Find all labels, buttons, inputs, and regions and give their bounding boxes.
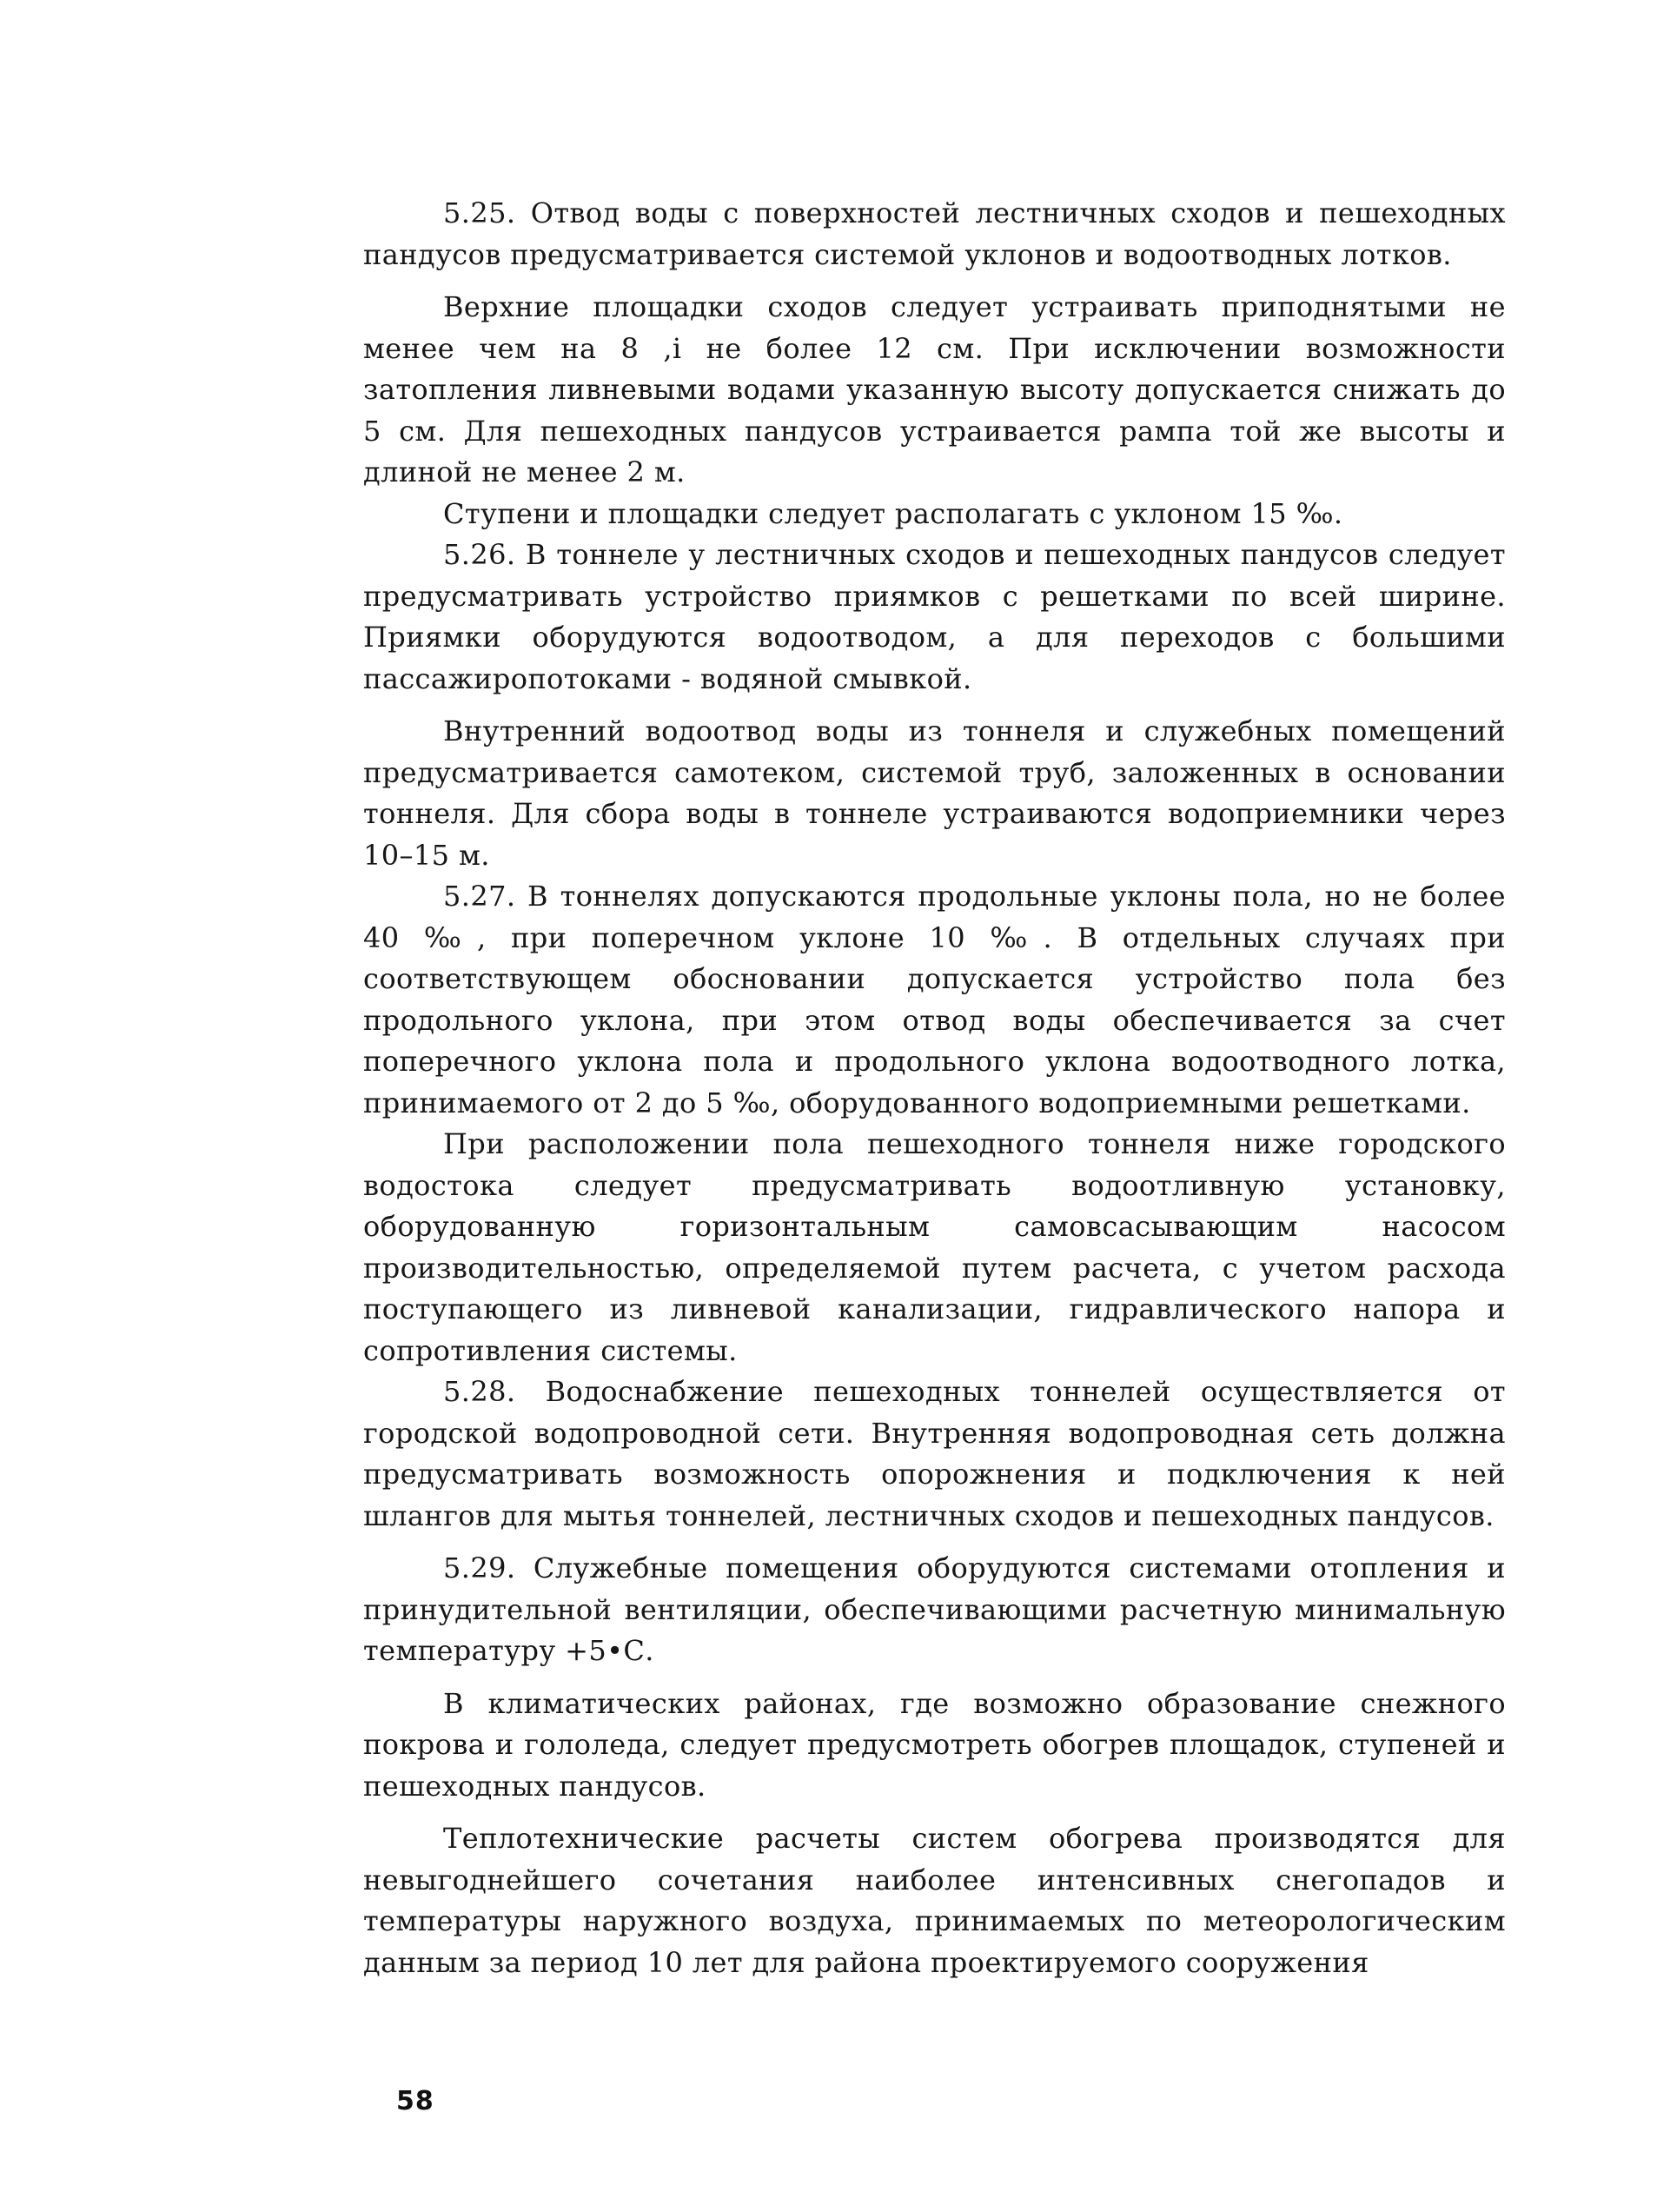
body-text xyxy=(363,193,1506,1983)
paragraph-5-27: 5.27. В тоннелях допускаются продольные уклоны пола, но не более 40 ‰, при поперечном уклоне 10 ‰. В отдельных случаях при соответствующем обосновании допускается устройство пола без продольного уклона, при этом отвод воды обеспечивается за счет поперечного уклона пола и продольного уклона водоотводного лотка, принимаемого от 2 до 5 ‰, оборудованного водоприемными решетками. xyxy=(363,880,1506,1119)
paragraph-5-25: 5.25. Отвод воды с поверхностей лестничных сходов и пешеходных пандусов предусматривается системой уклонов и водоотводных лотков. xyxy=(363,196,1506,271)
paragraph-climate-heating: В климатических районах, где возможно образование снежного покрова и гололеда, следует предусмотреть обогрев площадок, ступеней и пешеходных пандусов. xyxy=(363,1686,1506,1803)
paragraph-5-29: 5.29. Служебные помещения оборудуются системами отопления и принудительной вентиляции, обеспечивающими расчетную минимальную температуру +5•С. xyxy=(363,1551,1506,1667)
paragraph-steps-slope: Ступени и площадки следует располагать с уклоном 15 ‰. xyxy=(443,496,1343,530)
paragraph-pumping: При расположении пола пешеходного тоннеля ниже городского водостока следует предусматривать водоотливную установку, оборудованную горизонтальным самовсасывающим насосом производительностью, определяемой путем расчета, с учетом расхода поступающего из ливневой канализации, гидравлического напора и сопротивления системы. xyxy=(363,1127,1506,1367)
paragraph-internal-drainage: Внутренний водоотвод воды из тоннеля и служебных помещений предусматривается самотеком, системой труб, заложенных в основании тоннеля. Для сбора воды в тоннеле устраиваются водоприемники через 10–15 м. xyxy=(363,714,1506,872)
paragraph-5-26: 5.26. В тоннеле у лестничных сходов и пешеходных пандусов следует предусматривать устройство приямков с решетками по всей ширине. Приямки оборудуются водоотводом, а для переходов с большими пассажиропотоками - водяной смывкой. xyxy=(363,538,1506,695)
paragraph-5-28: 5.28. Водоснабжение пешеходных тоннелей осуществляется от городской водопроводной сети. Внутренняя водопроводная сеть должна предусматривать возможность опорожнения и подключения к ней шлангов для мытья тоннелей, лестничных сходов и пешеходных пандусов. xyxy=(363,1375,1506,1532)
paragraph-upper-platforms: Верхние площадки сходов следует устраивать приподнятыми не менее чем на 8 ,і не более 12 см. При исключении возможности затопления ливневыми водами указанную высоту допускается снижать до 5 см. Для пешеходных пандусов устраивается рампа той же высоты и длиной не менее 2 м. xyxy=(363,290,1506,488)
paragraph-thermal-calculations: Теплотехнические расчеты систем обогрева производятся для невыгоднейшего сочетания наиболее интенсивных снегопадов и температуры наружного воздуха, принимаемых по метеорологическим данным за период 10 лет для района проектируемого сооружения xyxy=(363,1822,1506,1979)
page-number: 58 xyxy=(396,2086,434,2116)
